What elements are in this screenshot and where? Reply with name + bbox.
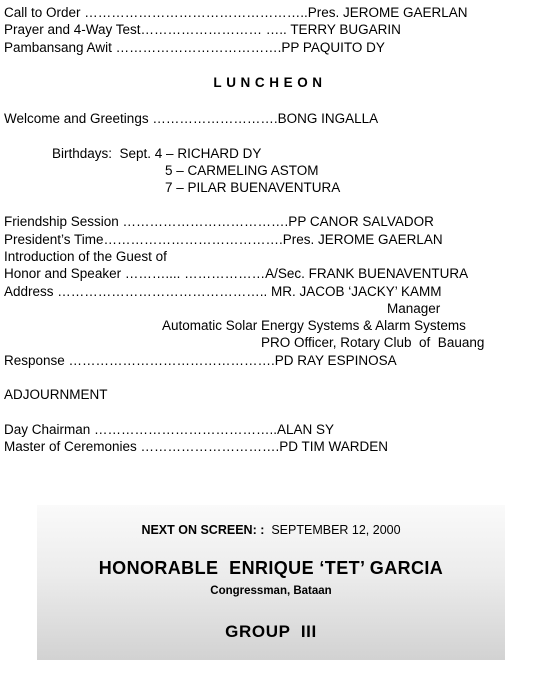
luncheon-heading: LUNCHEON: [213, 75, 327, 90]
next-on-screen-box: [37, 505, 505, 660]
adjournment-line: ADJOURNMENT: [4, 387, 108, 402]
presidents-time-line: President’s Time………………………………….Pres. JEROME GAERLAN: [4, 232, 443, 247]
birthdays-line: Birthdays: Sept. 4 – RICHARD DY: [52, 146, 262, 161]
speaker-role-line: PRO Officer, Rotary Club of Bauang: [261, 335, 485, 350]
birthdays-line: 5 – CARMELING ASTOM: [165, 163, 319, 178]
day-chairman-line: Day Chairman …………………………………..ALAN SY: [4, 422, 335, 437]
introduction-line: Honor and Speaker ……….... ………………A/Sec. FRANK BUENAVENTURA: [4, 266, 469, 281]
introduction-line: Introduction of the Guest of: [4, 249, 167, 264]
group-label: GROUP III: [225, 622, 317, 641]
master-of-ceremonies-line: Master of Ceremonies ………………………….PD TIM WARDEN: [4, 439, 389, 454]
welcome-line: Welcome and Greetings ……………………….BONG INGALLA: [4, 111, 379, 126]
prayer-line: Prayer and 4-Way Test……………………… ….. TERRY BUGARIN: [4, 22, 401, 37]
guest-title: Congressman, Bataan: [210, 585, 332, 597]
friendship-line: Friendship Session ……………………………….PP CANOR SALVADOR: [4, 214, 434, 229]
speaker-role-line: Automatic Solar Energy Systems & Alarm Systems: [162, 318, 466, 333]
birthdays-line: 7 – PILAR BUENAVENTURA: [165, 180, 341, 195]
address-line: Address ……………………………………….. MR. JACOB ‘JACKY’ KAMM: [4, 284, 442, 299]
guest-name: HONORABLE ENRIQUE ‘TET’ GARCIA: [98, 558, 444, 578]
response-line: Response ……………………………………….PD RAY ESPINOSA: [4, 353, 397, 368]
speaker-role-line: Manager: [387, 301, 441, 316]
next-on-screen-date: SEPTEMBER 12, 2000: [271, 523, 401, 537]
call-to-order-line: Call to Order …………………………………………..Pres. JEROME GAERLAN: [4, 5, 468, 20]
anthem-line: Pambansang Awit ……………………………….PP PAQUITO DY: [4, 40, 385, 55]
next-on-screen-line: [37, 523, 505, 537]
next-on-screen-label: NEXT ON SCREEN: :: [141, 523, 265, 537]
